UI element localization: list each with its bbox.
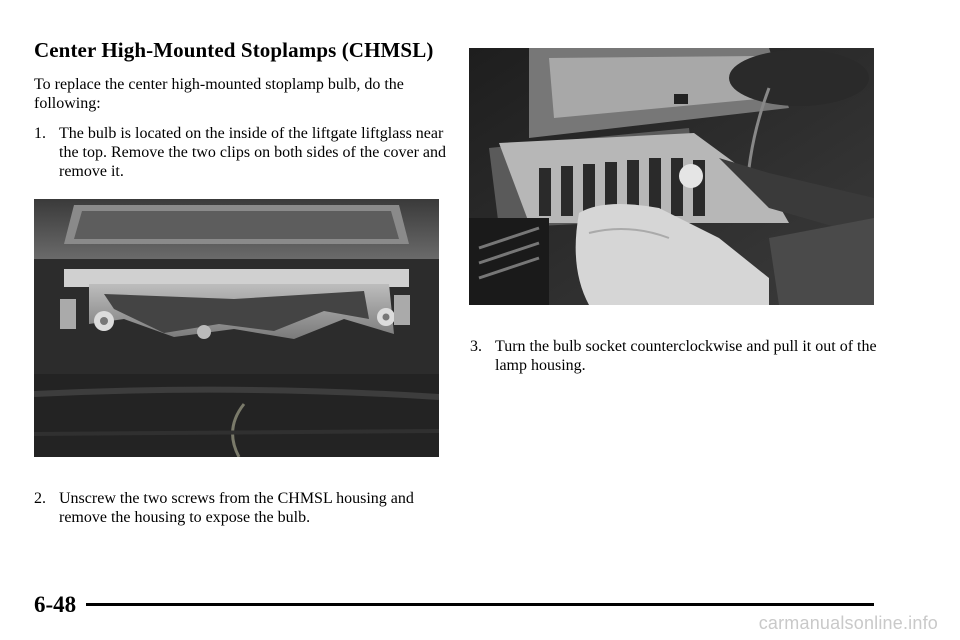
watermark: carmanualsonline.info bbox=[758, 613, 938, 633]
intro-paragraph: To replace the center high-mounted stoplamp bulb, do the following: bbox=[34, 76, 404, 112]
bulb-socket-photo bbox=[469, 48, 874, 305]
step-2 bbox=[34, 489, 454, 527]
step-number: 1. bbox=[34, 125, 46, 142]
section-title: Center High-Mounted Stoplamps (CHMSL) bbox=[34, 38, 434, 62]
footer-rule bbox=[86, 603, 874, 606]
step-text: Unscrew the two screws from the CHMSL housing and remove the housing to expose the bulb. bbox=[59, 490, 414, 526]
page-number: 6-48 bbox=[34, 592, 77, 617]
step-text: Turn the bulb socket counterclockwise and pull it out of the lamp housing. bbox=[495, 338, 877, 374]
step-3 bbox=[470, 337, 890, 375]
step-number: 3. bbox=[470, 338, 482, 355]
chmsl-cover-photo bbox=[34, 199, 439, 457]
step-number: 2. bbox=[34, 490, 46, 507]
step-1 bbox=[34, 124, 454, 181]
step-text: The bulb is located on the inside of the liftgate liftglass near the top. Remove the two clips on both sides of the cover and remove it. bbox=[59, 125, 447, 180]
